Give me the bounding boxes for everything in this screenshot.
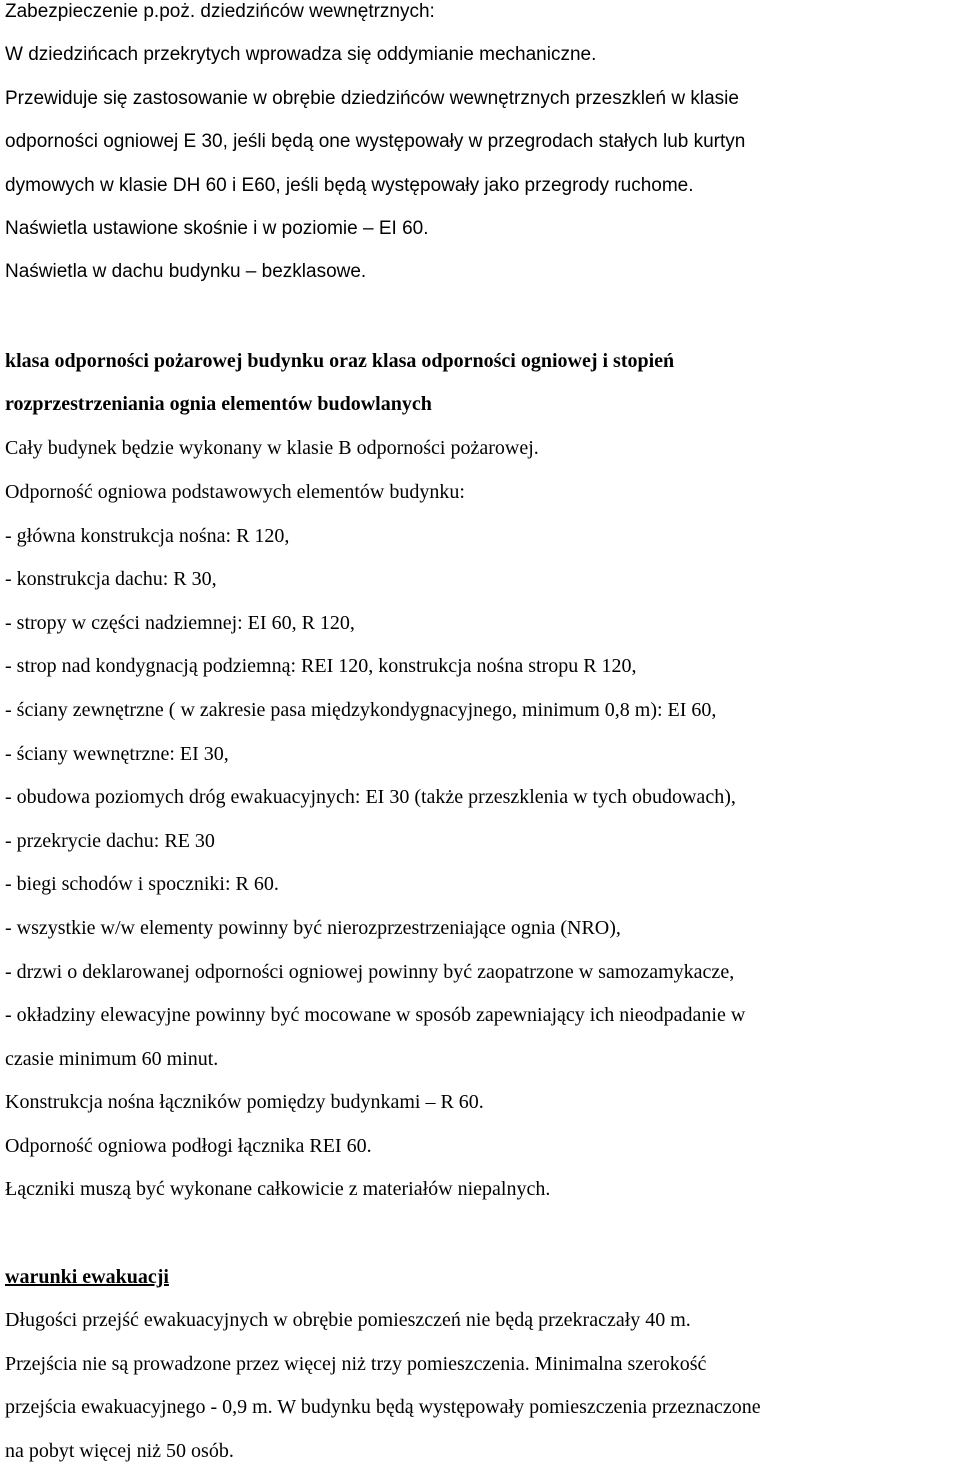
paragraph-line: Przewiduje się zastosowanie w obrębie dziedzińców wewnętrznych przeszkleń w klasie bbox=[5, 88, 739, 109]
paragraph-line: Naświetla w dachu budynku – bezklasowe. bbox=[5, 261, 367, 282]
paragraph-line: Konstrukcja nośna łączników pomiędzy budynkami – R 60. bbox=[5, 1091, 484, 1113]
paragraph-line: W dziedzińcach przekrytych wprowadza się oddymianie mechaniczne. bbox=[5, 44, 597, 65]
list-item: - główna konstrukcja nośna: R 120, bbox=[5, 525, 290, 547]
list-item: - przekrycie dachu: RE 30 bbox=[5, 830, 215, 852]
section-heading: klasa odporności pożarowej budynku oraz klasa odporności ogniowej i stopień bbox=[5, 350, 675, 372]
paragraph-line: Przejścia nie są prowadzone przez więcej niż trzy pomieszczenia. Minimalna szerokość bbox=[5, 1353, 707, 1375]
list-item: - stropy w części nadziemnej: EI 60, R 120, bbox=[5, 612, 355, 634]
courtyards-title: Zabezpieczenie p.poż. dziedzińców wewnętrznych: bbox=[5, 1, 435, 22]
paragraph-line: odporności ogniowej E 30, jeśli będą one występowały w przegrodach stałych lub kurtyn bbox=[5, 131, 746, 152]
paragraph-line: dymowych w klasie DH 60 i E60, jeśli będą występowały jako przegrody ruchome. bbox=[5, 175, 694, 196]
list-item: - konstrukcja dachu: R 30, bbox=[5, 568, 217, 590]
list-item: - ściany wewnętrzne: EI 30, bbox=[5, 743, 229, 765]
list-item: - wszystkie w/w elementy powinny być nierozprzestrzeniające ognia (NRO), bbox=[5, 917, 621, 939]
list-item: - obudowa poziomych dróg ewakuacyjnych: EI 30 (także przeszklenia w tych obudowach), bbox=[5, 786, 736, 808]
paragraph-line: Cały budynek będzie wykonany w klasie B odporności pożarowej. bbox=[5, 437, 539, 459]
paragraph-line: Łączniki muszą być wykonane całkowicie z materiałów niepalnych. bbox=[5, 1178, 551, 1200]
section-heading: rozprzestrzeniania ognia elementów budowlanych bbox=[5, 393, 432, 415]
list-item: - strop nad kondygnacją podziemną: REI 120, konstrukcja nośna stropu R 120, bbox=[5, 655, 637, 677]
paragraph-line: Naświetla ustawione skośnie i w poziomie – EI 60. bbox=[5, 218, 429, 239]
paragraph-line: Odporność ogniowa podłogi łącznika REI 60. bbox=[5, 1135, 372, 1157]
list-item: - ściany zewnętrzne ( w zakresie pasa międzykondygnacyjnego, minimum 0,8 m): EI 60, bbox=[5, 699, 717, 721]
list-item: - drzwi o deklarowanej odporności ogniowej powinny być zaopatrzone w samozamykacze, bbox=[5, 961, 735, 983]
list-item: - biegi schodów i spoczniki: R 60. bbox=[5, 873, 279, 895]
paragraph-line: Długości przejść ewakuacyjnych w obrębie pomieszczeń nie będą przekraczały 40 m. bbox=[5, 1309, 691, 1331]
list-item: - okładziny elewacyjne powinny być mocowane w sposób zapewniający ich nieodpadanie w bbox=[5, 1004, 746, 1026]
list-item-continuation: czasie minimum 60 minut. bbox=[5, 1048, 219, 1070]
paragraph-line: przejścia ewakuacyjnego - 0,9 m. W budynku będą występowały pomieszczenia przeznaczone bbox=[5, 1396, 761, 1418]
paragraph-line: na pobyt więcej niż 50 osób. bbox=[5, 1440, 234, 1462]
section-heading: warunki ewakuacji bbox=[5, 1266, 169, 1288]
paragraph-line: Odporność ogniowa podstawowych elementów budynku: bbox=[5, 481, 465, 503]
